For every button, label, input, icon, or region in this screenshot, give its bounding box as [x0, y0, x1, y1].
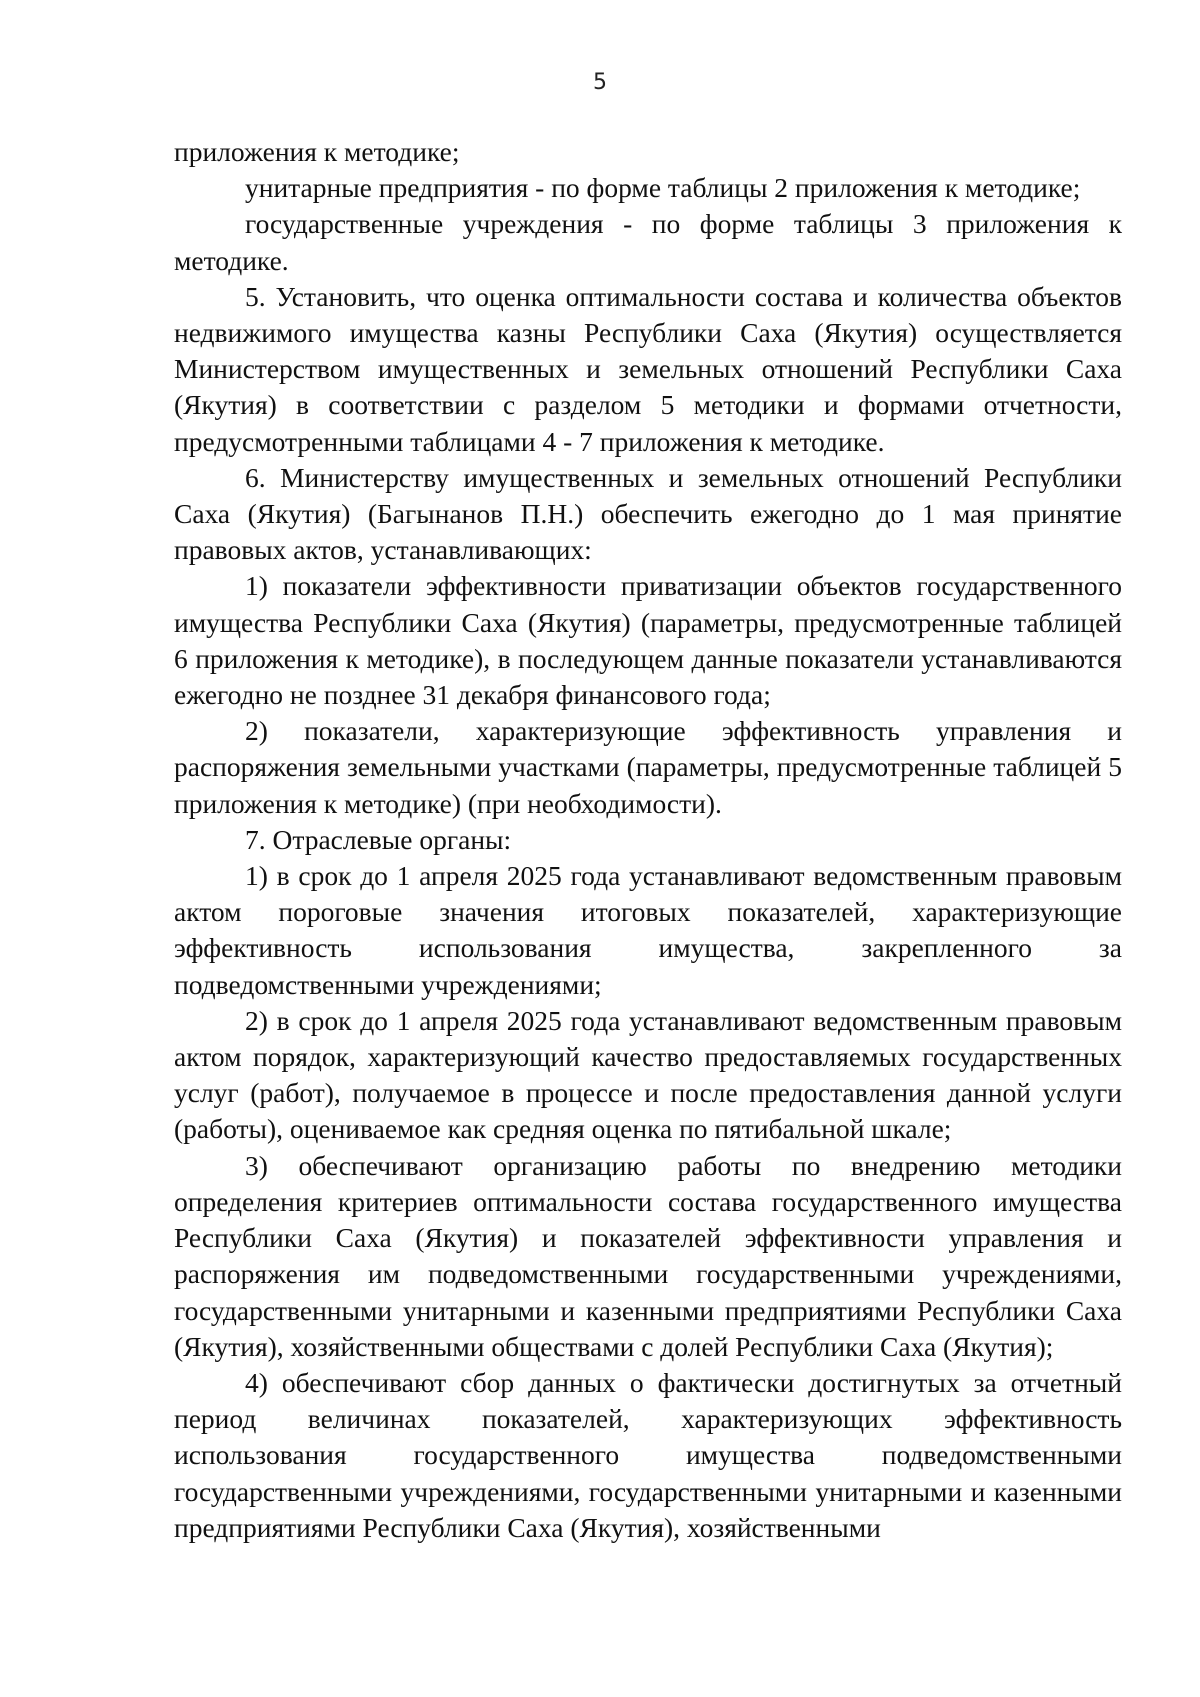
subparagraph-7-2: 2) в срок до 1 апреля 2025 года устанавливают ведомственным правовым актом порядок, характеризующий качество предоставляемых государственных услуг (работ), получаемое в процессе и после предоставления данной услуги (работы), оцениваемое как средняя оценка по пятибальной шкале;	[174, 1004, 1122, 1145]
document-body	[174, 134, 1122, 1546]
paragraph-item-7: 7. Отраслевые органы:	[245, 823, 512, 855]
paragraph: государственные учреждения - по форме таблицы 3 приложения к методике.	[174, 208, 1122, 276]
subparagraph-6-1: 1) показатели эффективности приватизации объектов государственного имущества Республики Саха (Якутия) (параметры, предусмотренные таблицей 6 приложения к методике), в последующем данные показатели устанавливаются ежегодно не позднее 31 декабря финансового года;	[174, 570, 1122, 711]
subparagraph-6-2: 2) показатели, характеризующие эффективность управления и распоряжения земельными участками (параметры, предусмотренные таблицей 5 приложения к методике) (при необходимости).	[174, 715, 1122, 819]
paragraph: приложения к методике;	[174, 136, 460, 167]
paragraph-item-5: 5. Установить, что оценка оптимальности состава и количества объектов недвижимого имущества казны Республики Саха (Якутия) осуществляется Министерством имущественных и земельных отношений Республики Саха (Якутия) в соответствии с разделом 5 методики и формами отчетности, предусмотренными таблицами 4 - 7 приложения к методике.	[174, 280, 1122, 457]
page-number: 5	[593, 70, 607, 95]
paragraph-item-6: 6. Министерству имущественных и земельных отношений Республики Саха (Якутия) (Багынанов П.Н.) обеспечить ежегодно до 1 мая принятие правовых актов, устанавливающих:	[174, 461, 1122, 566]
subparagraph-7-4: 4) обеспечивают сбор данных о фактически достигнутых за отчетный период величинах показателей, характеризующих эффективность использования государственного имущества подведомственными государственными учреждениями, государственными унитарными и казенными предприятиями Республики Саха (Якутия), хозяйственными	[174, 1366, 1122, 1543]
subparagraph-7-3: 3) обеспечивают организацию работы по внедрению методики определения критериев оптимальности состава государственного имущества Республики Саха (Якутия) и показателей эффективности управления и распоряжения им подведомственными государственными учреждениями, государственными унитарными и казенными предприятиями Республики Саха (Якутия), хозяйственными обществами с долей Республики Саха (Якутия);	[174, 1149, 1122, 1362]
subparagraph-7-1: 1) в срок до 1 апреля 2025 года устанавливают ведомственным правовым актом пороговые значения итоговых показателей, характеризующие эффективность использования имущества, закрепленного за подведомственными учреждениями;	[174, 860, 1122, 1000]
paragraph: унитарные предприятия - по форме таблицы 2 приложения к методике;	[245, 172, 1081, 204]
